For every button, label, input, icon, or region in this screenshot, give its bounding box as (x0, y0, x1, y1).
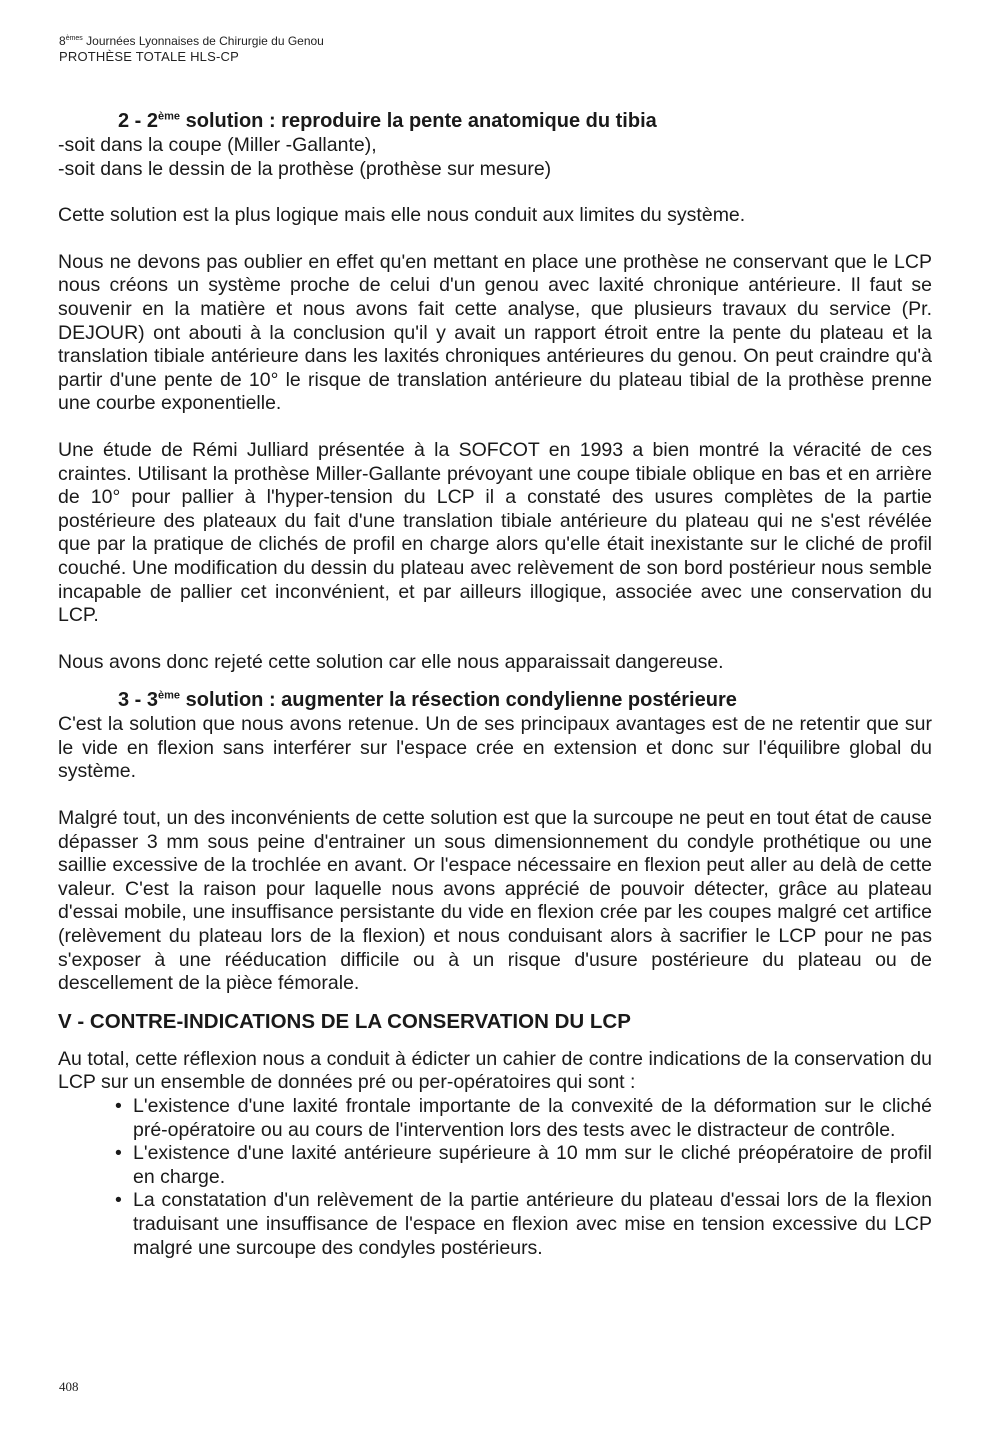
solution-2-paragraph-1: Cette solution est la plus logique mais elle nous conduit aux limites du système. (58, 204, 746, 227)
solution-2-option-1: -soit dans la coupe (Miller -Gallante), (58, 134, 377, 156)
list-item: • La constatation d'un relèvement de la partie antérieure du plateau d'essai lors de la flexion traduisant une insuffisance de l'espace en flexion avec mise en tension excessive du LCP malgré une surcoupe des condyles postérieurs. (115, 1189, 932, 1259)
page-number: 408 (59, 1379, 79, 1394)
solution-2-option-2: -soit dans le dessin de la prothèse (prothèse sur mesure) (58, 157, 552, 180)
solution-3-heading: 3 - 3ème solution : augmenter la résection condylienne postérieure (118, 689, 737, 712)
solution-2-paragraph-3: Une étude de Rémi Julliard présentée à la SOFCOT en 1993 a bien montré la véracité de ces craintes. Utilisant la prothèse Miller-Gallante prévoyant une coupe tibiale oblique en bas et en arrière de 10° pour pallier à l'hyper-tension du LCP il a constaté des usures complètes de la partie postérieure des plateaux du fait d'une translation tibiale antérieure du plateau qui ne s'est révélée que par la pratique de clichés de profil en charge alors qu'elle était inexistante sur le cliché de profil couché. Une modification du dessin du plateau avec relèvement de son bord postérieur nous semble incapable de pallier cet inconvénient, et par ailleurs illogique, associée avec une conservation du LCP. (58, 438, 932, 627)
section-5-intro: Au total, cette réflexion nous a conduit à édicter un cahier de contre indications de la conservation du LCP sur un ensemble de données pré ou per-opératoires qui sont : (58, 1047, 932, 1094)
solution-2-heading: 2 - 2ème solution : reproduire la pente anatomique du tibia (118, 110, 657, 132)
running-header (59, 34, 324, 64)
conference-title: 8èmes Journées Lyonnaises de Chirurgie du Genou (59, 34, 324, 48)
solution-3-paragraph-2: Malgré tout, un des inconvénients de cette solution est que la surcoupe ne peut en tout état de cause dépasser 3 mm sous peine d'entrainer un sous dimensionnement du condyle prothétique ou une saillie excessive de la trochlée en avant. Or l'espace nécessaire en flexion peut aller au delà de cette valeur. C'est la raison pour laquelle nous avons apprécié de pouvoir détecter, grâce au plateau d'essai mobile, une insuffisance persistante du vide en flexion crée par les coupes malgré cet artifice (relèvement du plateau lors de la flexion) et nous conduisant alors à sacrifier le LCP pour ne pas s'exposer à une rééducation difficile ou à un risque d'usure postérieure du plateau ou de descellement de la pièce fémorale. (58, 807, 932, 995)
contraindication-list (58, 1095, 932, 1260)
bullet-icon: • (115, 1189, 122, 1212)
document-title: PROTHÈSE TOTALE HLS-CP (59, 49, 239, 64)
bullet-icon: • (115, 1142, 122, 1165)
list-item: • L'existence d'une laxité antérieure supérieure à 10 mm sur le cliché préopératoire de profil en charge. (115, 1142, 932, 1188)
section-5-heading: V - CONTRE-INDICATIONS DE LA CONSERVATION DU LCP (58, 1009, 631, 1033)
main-content (58, 108, 932, 1260)
bullet-icon: • (115, 1095, 122, 1117)
solution-2-paragraph-4: Nous avons donc rejeté cette solution car elle nous apparaissait dangereuse. (58, 650, 724, 673)
list-item: • L'existence d'une laxité frontale importante de la convexité de la déformation sur le cliché pré-opératoire ou au cours de l'intervention lors des tests avec le distracteur de contrôle. (115, 1095, 932, 1141)
solution-2-paragraph-2: Nous ne devons pas oublier en effet qu'en mettant en place une prothèse ne conservant que le LCP nous créons un système proche de celui d'un genou avec laxité chronique antérieure. Il faut se souvenir en la matière et nous avons fait cette analyse, que plusieurs travaux du service (Pr. DEJOUR) ont abouti à la conclusion qu'il y avait un rapport étroit entre la pente du plateau et la translation tibiale antérieure dans les laxités chroniques antérieures du genou. On peut craindre qu'à partir d'une pente de 10° le risque de translation antérieure du plateau tibial de la prothèse prenne une courbe exponentielle. (58, 250, 932, 415)
solution-3-paragraph-1: C'est la solution que nous avons retenue. Un de ses principaux avantages est de ne retentir que sur le vide en flexion sans interférer sur l'espace crée en extension et donc sur l'équilibre global du système. (58, 713, 932, 783)
